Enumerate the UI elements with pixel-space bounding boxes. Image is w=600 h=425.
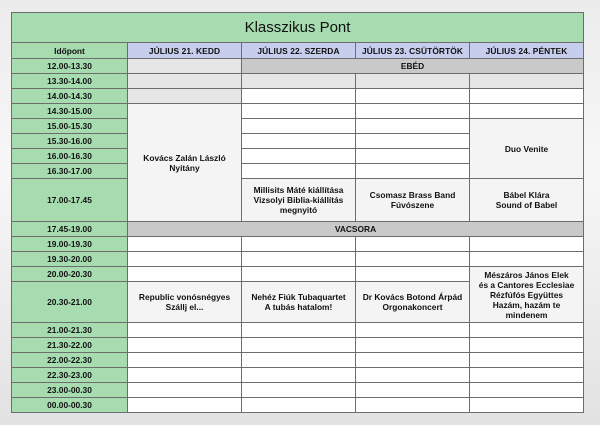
lunch-banner: EBÉD	[242, 59, 584, 74]
empty-cell	[356, 252, 470, 267]
empty-cell	[128, 74, 242, 89]
empty-cell	[242, 368, 356, 383]
event-title: Mészáros János Elek	[484, 269, 569, 280]
event-babel-klara	[470, 179, 584, 222]
day-header-wednesday: JÚLIUS 22. SZERDA	[242, 43, 356, 59]
empty-cell	[356, 104, 470, 119]
event-subtitle: Fúvószene	[390, 200, 435, 210]
event-title: Millisits Máté kiállítása	[253, 185, 344, 195]
empty-cell	[128, 267, 242, 282]
empty-cell	[356, 383, 470, 398]
day-header-tuesday: JÚLIUS 21. KEDD	[128, 43, 242, 59]
event-csomasz-brass-band	[356, 179, 470, 222]
time-slot: 22.30-23.00	[12, 368, 128, 383]
event-subtitle: megnyitó	[279, 205, 318, 215]
empty-cell	[470, 104, 584, 119]
empty-cell	[242, 89, 356, 104]
time-slot: 15.00-15.30	[12, 119, 128, 134]
empty-cell	[470, 74, 584, 89]
time-slot: 12.00-13.30	[12, 59, 128, 74]
empty-cell	[242, 353, 356, 368]
schedule-frame	[11, 12, 583, 418]
empty-cell	[356, 134, 470, 149]
empty-cell	[128, 353, 242, 368]
empty-cell	[356, 368, 470, 383]
time-slot: 23.00-00.30	[12, 383, 128, 398]
empty-cell	[242, 149, 356, 164]
empty-cell	[356, 164, 470, 179]
time-slot: 19.00-19.30	[12, 237, 128, 252]
empty-cell	[356, 353, 470, 368]
time-slot: 14.30-15.00	[12, 104, 128, 119]
event-subtitle: A tubás hatalom!	[264, 302, 333, 312]
time-slot: 14.00-14.30	[12, 89, 128, 104]
empty-cell	[356, 323, 470, 338]
empty-cell	[128, 252, 242, 267]
event-millisits-mate	[242, 179, 356, 222]
time-slot: 17.45-19.00	[12, 222, 128, 237]
empty-cell	[356, 119, 470, 134]
event-subtitle: Szállj el...	[165, 302, 204, 312]
event-republic-quartet	[128, 282, 242, 323]
event-subtitle: Orgonakoncert	[382, 302, 443, 312]
empty-cell	[242, 338, 356, 353]
day-header-thursday: JÚLIUS 23. CSÜTÖRTÖK	[356, 43, 470, 59]
empty-cell	[128, 368, 242, 383]
schedule-table	[11, 12, 584, 413]
empty-cell	[242, 119, 356, 134]
empty-cell	[242, 383, 356, 398]
event-subtitle: Nyitány	[169, 162, 200, 173]
empty-cell	[242, 398, 356, 413]
time-slot: 22.00-22.30	[12, 353, 128, 368]
event-title: Nehéz Fiúk Tubaquartet	[251, 292, 346, 302]
empty-cell	[356, 74, 470, 89]
empty-cell	[470, 353, 584, 368]
empty-cell	[128, 323, 242, 338]
time-column-header: Időpont	[12, 43, 128, 59]
time-slot: 16.30-17.00	[12, 164, 128, 179]
empty-cell	[470, 252, 584, 267]
empty-cell	[356, 398, 470, 413]
page-title: Klasszikus Pont	[12, 13, 584, 43]
empty-cell	[470, 368, 584, 383]
empty-cell	[242, 252, 356, 267]
event-title: Kovács Zalán László	[143, 152, 226, 163]
event-subtitle: Rézfúfós Együttes	[489, 289, 564, 300]
event-meszaros-janos-elek	[470, 267, 584, 323]
empty-cell	[128, 89, 242, 104]
event-subtitle: mindenem	[505, 309, 548, 320]
empty-cell	[356, 237, 470, 252]
empty-cell	[470, 398, 584, 413]
empty-cell	[470, 383, 584, 398]
event-duo-venite: Duo Venite	[470, 119, 584, 179]
event-kovacs-zalan	[128, 104, 242, 222]
empty-cell	[470, 323, 584, 338]
time-slot: 20.30-21.00	[12, 282, 128, 323]
time-slot: 16.00-16.30	[12, 149, 128, 164]
dinner-banner: VACSORA	[128, 222, 584, 237]
empty-cell	[470, 237, 584, 252]
event-nehez-fiuk	[242, 282, 356, 323]
empty-cell	[242, 134, 356, 149]
time-slot: 00.00-00.30	[12, 398, 128, 413]
event-subtitle: Hazám, hazám te	[492, 299, 561, 310]
empty-cell	[242, 237, 356, 252]
time-slot: 13.30-14.00	[12, 74, 128, 89]
time-slot: 19.30-20.00	[12, 252, 128, 267]
time-slot: 15.30-16.00	[12, 134, 128, 149]
empty-cell	[242, 323, 356, 338]
event-title: Bábel Klára	[503, 190, 550, 200]
event-title: Csomasz Brass Band	[369, 190, 456, 200]
empty-cell	[356, 267, 470, 282]
event-subtitle: Vizsolyi Biblia-kiállítás	[253, 195, 344, 205]
event-subtitle: és a Cantores Ecclesiae	[478, 279, 575, 290]
empty-cell	[356, 149, 470, 164]
empty-cell	[470, 89, 584, 104]
empty-cell	[356, 89, 470, 104]
empty-cell	[242, 104, 356, 119]
empty-cell	[128, 59, 242, 74]
empty-cell	[242, 74, 356, 89]
empty-cell	[470, 338, 584, 353]
time-slot: 21.00-21.30	[12, 323, 128, 338]
event-kovacs-botond	[356, 282, 470, 323]
event-title: Dr Kovács Botond Árpád	[362, 292, 463, 302]
empty-cell	[242, 164, 356, 179]
event-title: Republic vonósnégyes	[138, 292, 231, 302]
time-slot: 21.30-22.00	[12, 338, 128, 353]
empty-cell	[128, 237, 242, 252]
event-subtitle: Sound of Babel	[495, 200, 558, 210]
empty-cell	[128, 383, 242, 398]
empty-cell	[128, 338, 242, 353]
day-header-friday: JÚLIUS 24. PÉNTEK	[470, 43, 584, 59]
time-slot: 20.00-20.30	[12, 267, 128, 282]
empty-cell	[128, 398, 242, 413]
empty-cell	[242, 267, 356, 282]
empty-cell	[356, 338, 470, 353]
time-slot: 17.00-17.45	[12, 179, 128, 222]
